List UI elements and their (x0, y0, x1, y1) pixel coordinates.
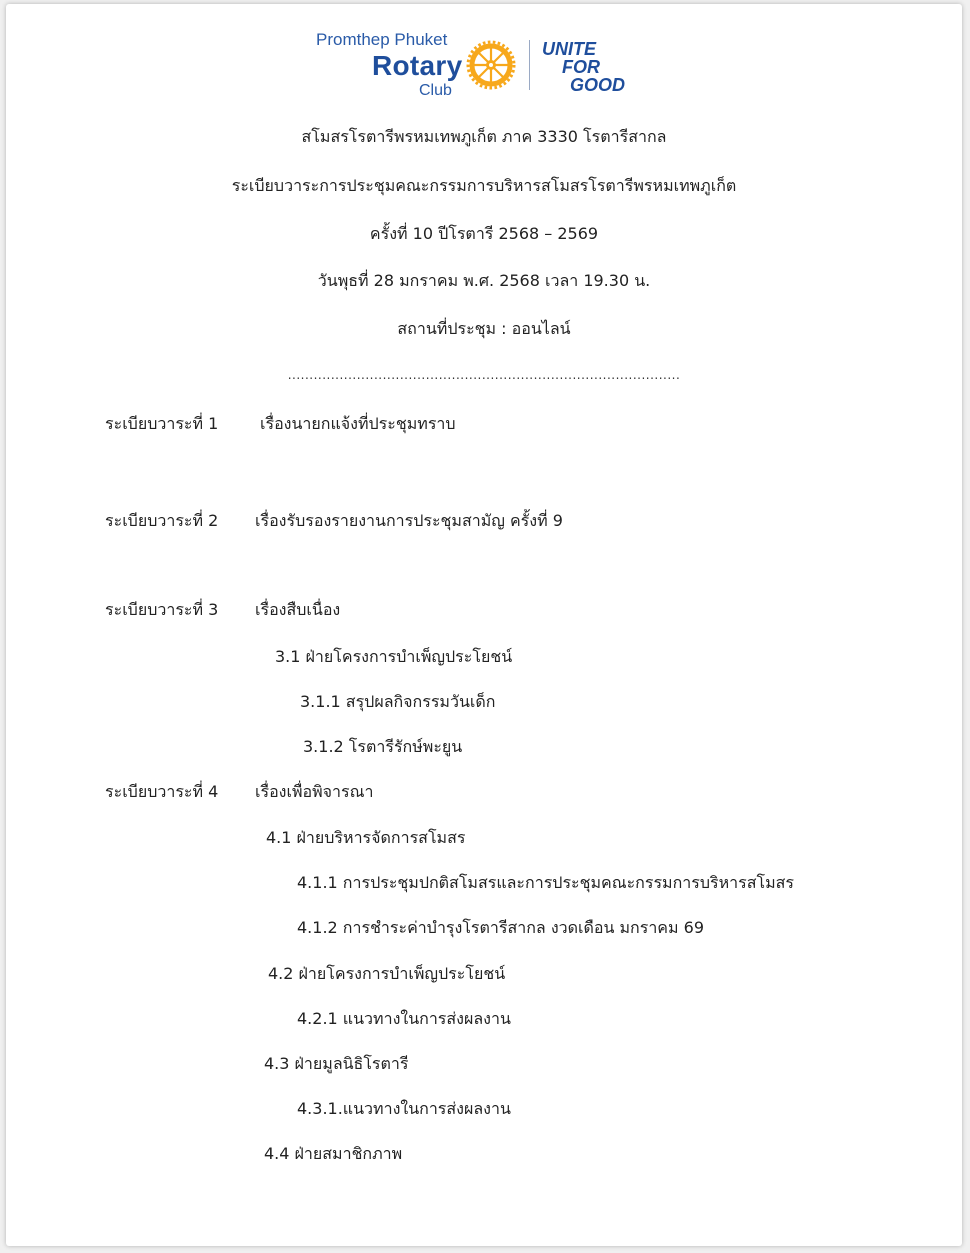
slogan-line-3: GOOD (570, 75, 626, 95)
agenda-item-4-4: 4.4 ฝ่ายสมาชิกภาพ (264, 1144, 403, 1163)
logo-slogan (542, 40, 625, 94)
agenda-item-3-1-1: 3.1.1 สรุปผลกิจกรรมวันเด็ก (300, 692, 496, 711)
header-venue: สถานที่ประชุม : ออนไลน์ (397, 319, 571, 338)
document-page (6, 4, 962, 1246)
slogan-line-2: FOR (562, 57, 600, 77)
slogan-line-1: UNITE (542, 39, 596, 59)
separator-dots: ........................................................................................... (287, 368, 681, 382)
agenda-item-4-1-2: 4.1.2 การชำระค่าบำรุงโรตารีสากล งวดเดือน มกราคม 69 (297, 918, 704, 937)
agenda-title-2: เรื่องรับรองรายงานการประชุมสามัญ ครั้งที่ 9 (255, 511, 563, 530)
logo-divider (529, 40, 530, 90)
agenda-label-3: ระเบียบวาระที่ 3 (105, 600, 219, 619)
agenda-label-1: ระเบียบวาระที่ 1 (105, 414, 219, 433)
agenda-item-4-1-1: 4.1.1 การประชุมปกติสโมสรและการประชุมคณะกรรมการบริหารสโมสร (297, 873, 795, 892)
agenda-title-4: เรื่องเพื่อพิจารณา (255, 782, 374, 801)
logo-club-name: Promthep Phuket (316, 30, 448, 49)
agenda-title-1: เรื่องนายกแจ้งที่ประชุมทราบ (260, 414, 456, 433)
logo-rotary-text: Rotary (372, 50, 463, 81)
rotary-logo (306, 26, 636, 98)
agenda-title-3: เรื่องสืบเนื่อง (255, 600, 341, 619)
logo-club-text: Club (419, 82, 452, 99)
agenda-item-4-1: 4.1 ฝ่ายบริหารจัดการสโมสร (266, 828, 466, 847)
agenda-item-3-1: 3.1 ฝ่ายโครงการบำเพ็ญประโยชน์ (275, 647, 513, 666)
rotary-wheel-icon (466, 40, 516, 90)
agenda-item-4-3: 4.3 ฝ่ายมูลนิธิโรตารี (264, 1054, 409, 1073)
header-title-line: ระเบียบวาระการประชุมคณะกรรมการบริหารสโมสรโรตารีพรหมเทพภูเก็ต (231, 176, 737, 195)
agenda-item-4-3-1: 4.3.1.แนวทางในการส่งผลงาน (297, 1099, 511, 1118)
agenda-item-4-2: 4.2 ฝ่ายโครงการบำเพ็ญประโยชน์ (268, 964, 506, 983)
header-meeting-number: ครั้งที่ 10 ปีโรตารี 2568 – 2569 (369, 224, 599, 243)
agenda-item-3-1-2: 3.1.2 โรตารีรักษ์พะยูน (303, 737, 463, 756)
agenda-item-4-2-1: 4.2.1 แนวทางในการส่งผลงาน (297, 1009, 511, 1028)
agenda-label-2: ระเบียบวาระที่ 2 (105, 511, 219, 530)
agenda-label-4: ระเบียบวาระที่ 4 (105, 782, 219, 801)
header-club-line: สโมสรโรตารีพรหมเทพภูเก็ต ภาค 3330 โรตารีสากล (301, 127, 667, 146)
header-date-time: วันพุธที่ 28 มกราคม พ.ศ. 2568 เวลา 19.30 น. (317, 271, 651, 290)
